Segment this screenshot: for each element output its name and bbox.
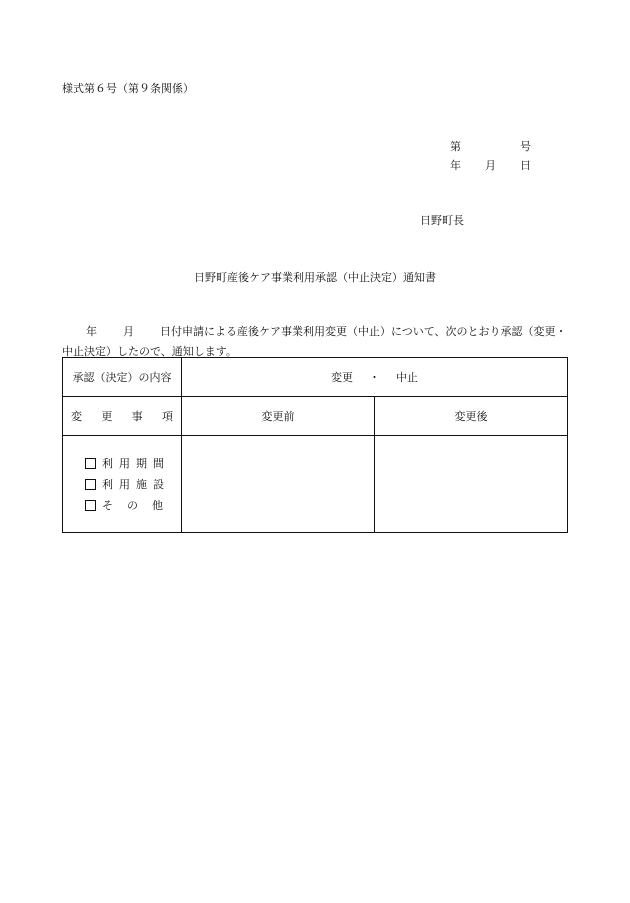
issuer-name: 日野町長 [420,214,464,227]
change-table [62,357,568,533]
check-item-other[interactable] [85,495,181,516]
document-number-suffix: 号 [520,140,531,153]
before-header: 変更前 [182,397,375,436]
decision-value [182,358,568,397]
date-month-label: 月 [485,159,496,172]
check-item-facility[interactable] [85,474,181,495]
checkbox[interactable] [85,500,96,511]
table-row [63,397,568,436]
check-label: その他 [102,498,177,512]
change-items-char: 項 [161,410,173,423]
before-value-cell[interactable] [182,436,375,533]
after-header: 変更後 [375,397,568,436]
check-item-period[interactable] [85,453,181,474]
document-number-label: 第 [450,140,461,153]
document-title: 日野町産後ケア事業利用承認（中止決定）通知書 [194,271,436,284]
checkbox[interactable] [85,479,96,490]
change-items-cell [63,436,182,533]
table-row [63,358,568,397]
body-year: 年 [86,325,97,338]
body-text [62,322,570,362]
date-day-label: 日 [520,159,531,172]
check-label: 利用施設 [102,477,170,491]
change-items-char: 更 [101,410,113,423]
decision-separator: ・ [369,371,380,384]
body-rest: 日付申請による産後ケア事業利用変更（中止）について、次のとおり承認（変更・中止決定）したので、通知します。 [62,325,567,358]
change-items-label [63,397,182,436]
date-year-label: 年 [450,159,461,172]
decision-stop: 中止 [396,371,418,384]
checkbox[interactable] [85,458,96,469]
after-value-cell[interactable] [375,436,568,533]
change-items-char: 事 [131,410,143,423]
decision-change: 変更 [331,371,353,384]
change-items-char: 変 [71,410,82,423]
table-row [63,436,568,533]
form-number: 様式第６号（第９条関係） [62,82,194,95]
body-month: 月 [123,325,134,338]
check-label: 利用期間 [102,456,170,470]
decision-label: 承認（決定）の内容 [63,358,182,397]
